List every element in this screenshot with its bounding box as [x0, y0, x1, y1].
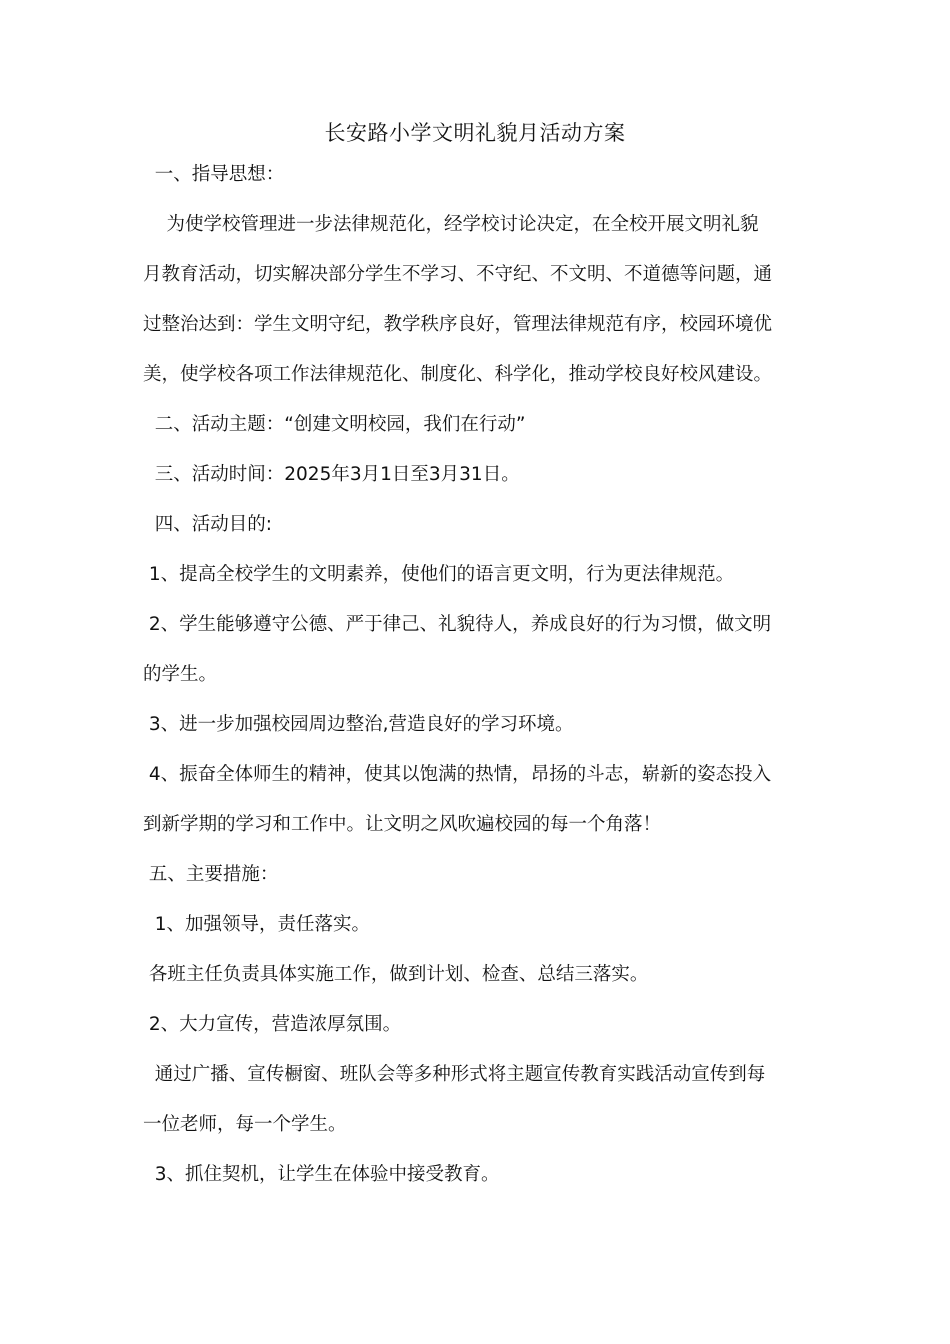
paragraph-line: 一位老师，每一个学生。	[143, 1114, 347, 1135]
paragraph-line: 为使学校管理进一步法律规范化，经学校讨论决定，在全校开展文明礼貌	[143, 214, 759, 235]
paragraph-line: 月教育活动，切实解决部分学生不学习、不守纪、不文明、不道德等问题，通	[143, 264, 773, 285]
list-item: 1、提高全校学生的文明素养，使他们的语言更文明，行为更法律规范。	[143, 564, 735, 585]
section-heading: 二、活动主题：“创建文明校园，我们在行动”	[143, 414, 526, 435]
list-item: 3、进一步加强校园周边整治,营造良好的学习环境。	[143, 714, 574, 735]
list-item: 4、振奋全体师生的精神，使其以饱满的热情，昂扬的斗志，崭新的姿态投入	[143, 764, 772, 785]
section-heading: 四、活动目的:	[143, 514, 272, 535]
section-heading: 一、指导思想：	[143, 164, 285, 185]
paragraph-line: 过整治达到：学生文明守纪，教学秩序良好，管理法律规范有序，校园环境优	[143, 314, 773, 335]
paragraph-line: 美，使学校各项工作法律规范化、制度化、科学化，推动学校良好校风建设。	[143, 364, 773, 385]
paragraph-line: 各班主任负责具体实施工作，做到计划、检查、总结三落实。	[143, 964, 649, 985]
paragraph-line: 到新学期的学习和工作中。让文明之风吹遍校园的每一个角落！	[143, 814, 662, 835]
section-heading: 五、主要措施：	[143, 864, 279, 885]
paragraph-line: 通过广播、宣传橱窗、班队会等多种形式将主题宣传教育实践活动宣传到每	[143, 1064, 766, 1085]
section-heading: 三、活动时间：2025年3月1日至3月31日。	[143, 464, 520, 485]
list-item: 1、加强领导，责任落实。	[143, 914, 371, 935]
list-item: 2、大力宣传，营造浓厚氛围。	[143, 1014, 402, 1035]
list-item: 3、抓住契机，让学生在体验中接受教育。	[143, 1164, 500, 1185]
list-item: 2、学生能够遵守公德、严于律己、礼貌待人，养成良好的行为习惯，做文明	[143, 614, 772, 635]
paragraph-line: 的学生。	[143, 664, 218, 685]
document-title: 长安路小学文明礼貌月活动方案	[324, 121, 626, 145]
